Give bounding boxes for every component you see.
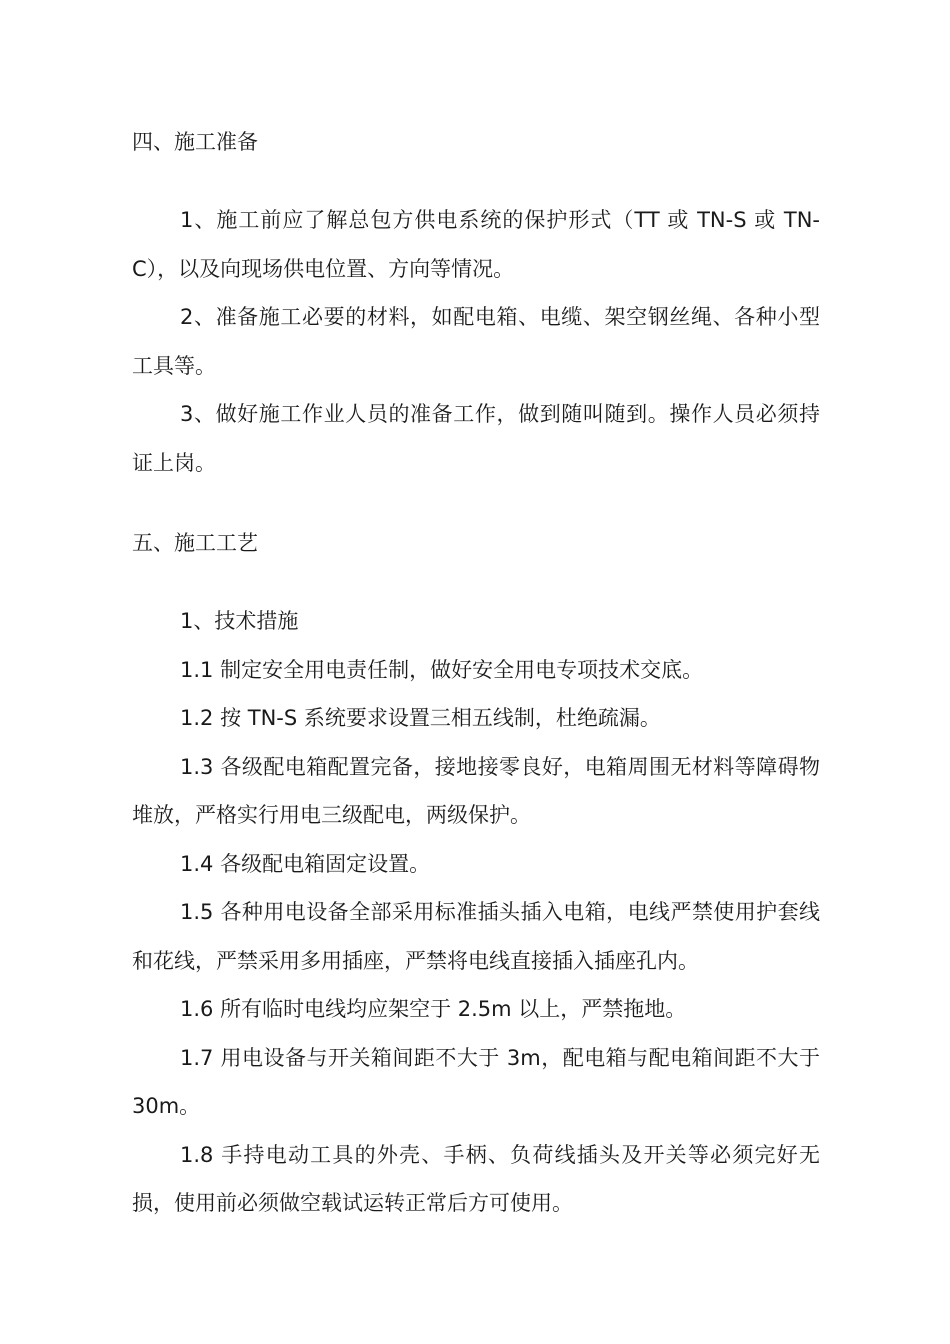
paragraph-prep-3: 3、做好施工作业人员的准备工作，做到随叫随到。操作人员必须持证上岗。: [132, 402, 820, 475]
paragraph-1-3: 1.3 各级配电箱配置完备，接地接零良好，电箱周围无材料等障碍物堆放，严格实行用电三级配电，两级保护。: [132, 754, 820, 827]
paragraph-1-6: 1.6 所有临时电线均应架空于 2.5m 以上，严禁拖地。: [180, 997, 687, 1021]
paragraph-1-2: 1.2 按 TN-S 系统要求设置三相五线制，杜绝疏漏。: [180, 706, 661, 730]
paragraph-1-4: 1.4 各级配电箱固定设置。: [180, 851, 431, 876]
spacer: [132, 487, 820, 519]
paragraph-1-1: 1.1 制定安全用电责任制，做好安全用电专项技术交底。: [180, 657, 704, 682]
paragraph-prep-2: 2、准备施工必要的材料，如配电箱、电缆、架空钢丝绳、各种小型工具等。: [132, 305, 820, 378]
spacer: [132, 567, 820, 597]
section-heading-process: 五、施工工艺: [132, 531, 258, 555]
paragraph-tech-measures: 1、技术措施: [180, 609, 299, 633]
paragraph-1-7: 1.7 用电设备与开关箱间距不大于 3m，配电箱与配电箱间距不大于 30m。: [132, 1045, 820, 1118]
document-page: [132, 118, 820, 1228]
spacer: [132, 166, 820, 196]
paragraph-1-5: 1.5 各种用电设备全部采用标准插头插入电箱，电线严禁使用护套线和花线，严禁采用多用插座，严禁将电线直接插入插座孔内。: [132, 900, 820, 973]
section-heading-preparation: 四、施工准备: [132, 130, 258, 154]
paragraph-prep-1: 1、施工前应了解总包方供电系统的保护形式（TT 或 TN-S 或 TN-C），以及向现场供电位置、方向等情况。: [132, 208, 820, 281]
paragraph-1-8: 1.8 手持电动工具的外壳、手柄、负荷线插头及开关等必须完好无损，使用前必须做空载试运转正常后方可使用。: [132, 1142, 820, 1215]
